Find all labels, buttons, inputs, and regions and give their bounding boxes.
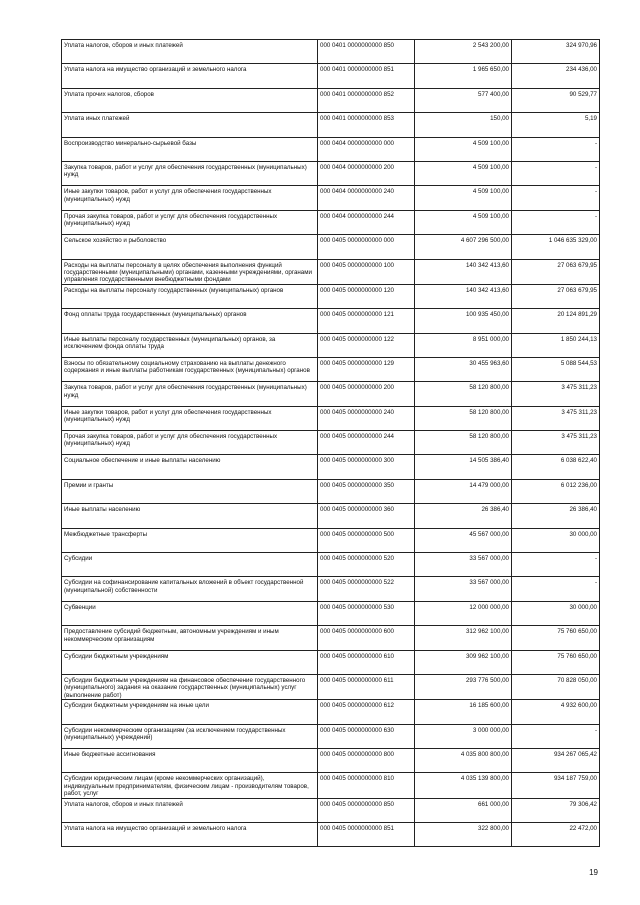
row-plan-amount: 4 509 100,00: [415, 161, 512, 185]
row-name: Расходы на выплаты персоналу в целях обеспечения выполнения функций государственными (муниципальными) органами, казенными учреждениями, органами управления государственными внебюджетными фондами: [62, 259, 318, 284]
row-code: 000 0404 0000000000 000: [318, 137, 415, 161]
table-row: [62, 553, 600, 577]
row-actual-amount: 5 088 544,53: [512, 357, 600, 381]
row-name: Иные выплаты персоналу государственных (муниципальных) органов, за исключением фонда оплаты труда: [62, 333, 318, 357]
row-actual-amount: 3 475 311,23: [512, 382, 600, 406]
row-plan-amount: 150,00: [415, 113, 512, 137]
row-actual-amount: 934 267 065,42: [512, 748, 600, 772]
table-row: [62, 382, 600, 406]
row-code: 000 0405 0000000000 360: [318, 504, 415, 528]
table-row: [62, 798, 600, 822]
row-code: 000 0405 0000000000 600: [318, 626, 415, 650]
row-code: 000 0405 0000000000 122: [318, 333, 415, 357]
row-plan-amount: 661 000,00: [415, 798, 512, 822]
row-name: Сельское хозяйство и рыболовство: [62, 235, 318, 259]
table-row: [62, 528, 600, 552]
row-code: 000 0405 0000000000 300: [318, 455, 415, 479]
row-plan-amount: 3 000 000,00: [415, 724, 512, 748]
row-name: Субсидии: [62, 553, 318, 577]
row-actual-amount: 3 475 311,23: [512, 431, 600, 455]
table-row: [62, 137, 600, 161]
table-row: [62, 724, 600, 748]
table-row: [62, 822, 600, 846]
row-name: Субсидии бюджетным учреждениям на иные цели: [62, 700, 318, 724]
table-row: [62, 235, 600, 259]
row-name: Иные бюджетные ассигнования: [62, 748, 318, 772]
table-row: [62, 210, 600, 234]
row-actual-amount: 20 124 891,29: [512, 309, 600, 333]
row-code: 000 0405 0000000000 530: [318, 601, 415, 625]
row-plan-amount: 312 962 100,00: [415, 626, 512, 650]
row-code: 000 0405 0000000000 800: [318, 748, 415, 772]
table-row: [62, 406, 600, 430]
row-name: Уплата прочих налогов, сборов: [62, 88, 318, 112]
row-name: Уплата налогов, сборов и иных платежей: [62, 40, 318, 64]
row-actual-amount: 6 012 236,00: [512, 479, 600, 503]
row-name: Закупка товаров, работ и услуг для обеспечения государственных (муниципальных) нужд: [62, 161, 318, 185]
row-plan-amount: 58 120 800,00: [415, 431, 512, 455]
row-plan-amount: 26 386,40: [415, 504, 512, 528]
row-code: 000 0405 0000000000 200: [318, 382, 415, 406]
row-code: 000 0404 0000000000 240: [318, 186, 415, 210]
row-code: 000 0404 0000000000 244: [318, 210, 415, 234]
table-row: [62, 333, 600, 357]
row-plan-amount: 16 185 600,00: [415, 700, 512, 724]
row-name: Социальное обеспечение и иные выплаты населению: [62, 455, 318, 479]
row-plan-amount: 4 035 800 800,00: [415, 748, 512, 772]
row-name: Иные закупки товаров, работ и услуг для обеспечения государственных (муниципальных) нужд: [62, 186, 318, 210]
table-row: [62, 357, 600, 381]
row-actual-amount: 4 932 600,00: [512, 700, 600, 724]
row-actual-amount: -: [512, 161, 600, 185]
row-code: 000 0405 0000000000 850: [318, 798, 415, 822]
row-name: Закупка товаров, работ и услуг для обеспечения государственных (муниципальных) нужд: [62, 382, 318, 406]
row-plan-amount: 309 962 100,00: [415, 650, 512, 674]
row-actual-amount: 1 850 244,13: [512, 333, 600, 357]
row-name: Субсидии бюджетным учреждениям на финансовое обеспечение государственного (муниципального) задания на оказание государственных (муниципальных) услуг (выполнение работ): [62, 674, 318, 699]
row-plan-amount: 4 509 100,00: [415, 137, 512, 161]
row-name: Иные выплаты населению: [62, 504, 318, 528]
row-actual-amount: 234 436,00: [512, 64, 600, 88]
row-actual-amount: 22 472,00: [512, 822, 600, 846]
table-row: [62, 748, 600, 772]
table-row: [62, 40, 600, 64]
row-code: 000 0405 0000000000 520: [318, 553, 415, 577]
row-actual-amount: 6 038 622,40: [512, 455, 600, 479]
row-code: 000 0405 0000000000 522: [318, 577, 415, 601]
table-row: [62, 650, 600, 674]
row-name: Расходы на выплаты персоналу государственных (муниципальных) органов: [62, 284, 318, 308]
row-actual-amount: 90 529,77: [512, 88, 600, 112]
table-row: [62, 309, 600, 333]
row-plan-amount: 58 120 800,00: [415, 406, 512, 430]
row-plan-amount: 4 035 139 800,00: [415, 773, 512, 798]
row-code: 000 0405 0000000000 000: [318, 235, 415, 259]
row-plan-amount: 58 120 800,00: [415, 382, 512, 406]
row-code: 000 0405 0000000000 121: [318, 309, 415, 333]
row-code: 000 0405 0000000000 612: [318, 700, 415, 724]
table-row: [62, 64, 600, 88]
row-actual-amount: -: [512, 577, 600, 601]
row-code: 000 0404 0000000000 200: [318, 161, 415, 185]
row-name: Премии и гранты: [62, 479, 318, 503]
row-actual-amount: -: [512, 137, 600, 161]
row-code: 000 0405 0000000000 100: [318, 259, 415, 284]
table-row: [62, 626, 600, 650]
row-actual-amount: -: [512, 553, 600, 577]
row-name: Воспроизводство минерально-сырьевой базы: [62, 137, 318, 161]
row-name: Субсидии на софинансирование капитальных вложений в объект государственной (муниципальной) собственности: [62, 577, 318, 601]
table-row: [62, 504, 600, 528]
row-actual-amount: -: [512, 210, 600, 234]
table-row: [62, 455, 600, 479]
row-code: 000 0401 0000000000 852: [318, 88, 415, 112]
budget-execution-table: [61, 39, 600, 847]
row-code: 000 0405 0000000000 630: [318, 724, 415, 748]
table-row: [62, 773, 600, 798]
row-actual-amount: 5,19: [512, 113, 600, 137]
row-name: Взносы по обязательному социальному страхованию на выплаты денежного содержания и иные выплаты работникам государственных (муниципальных) органов: [62, 357, 318, 381]
row-name: Предоставление субсидий бюджетным, автономным учреждениям и иным некоммерческим организациям: [62, 626, 318, 650]
row-name: Субвенции: [62, 601, 318, 625]
row-name: Иные закупки товаров, работ и услуг для обеспечения государственных (муниципальных) нужд: [62, 406, 318, 430]
row-actual-amount: 26 386,40: [512, 504, 600, 528]
row-plan-amount: 45 567 000,00: [415, 528, 512, 552]
row-code: 000 0405 0000000000 240: [318, 406, 415, 430]
row-actual-amount: 27 063 679,95: [512, 284, 600, 308]
row-code: 000 0405 0000000000 611: [318, 674, 415, 699]
row-plan-amount: 577 400,00: [415, 88, 512, 112]
row-name: Уплата налогов, сборов и иных платежей: [62, 798, 318, 822]
page-number: 19: [589, 868, 598, 877]
row-plan-amount: 1 965 650,00: [415, 64, 512, 88]
row-name: Субсидии некоммерческим организациям (за исключением государственных (муниципальных) учреждений): [62, 724, 318, 748]
table-body: [62, 40, 600, 847]
row-actual-amount: -: [512, 186, 600, 210]
row-name: Уплата налога на имущество организаций и земельного налога: [62, 64, 318, 88]
row-actual-amount: 70 828 050,00: [512, 674, 600, 699]
table-row: [62, 577, 600, 601]
row-name: Уплата иных платежей: [62, 113, 318, 137]
table-row: [62, 186, 600, 210]
row-name: Межбюджетные трансферты: [62, 528, 318, 552]
table-row: [62, 259, 600, 284]
row-plan-amount: 293 776 500,00: [415, 674, 512, 699]
table-row: [62, 674, 600, 699]
row-plan-amount: 4 607 296 500,00: [415, 235, 512, 259]
row-code: 000 0401 0000000000 850: [318, 40, 415, 64]
row-name: Субсидии бюджетным учреждениям: [62, 650, 318, 674]
table-row: [62, 479, 600, 503]
table-row: [62, 113, 600, 137]
row-actual-amount: 75 760 650,00: [512, 650, 600, 674]
table-row: [62, 284, 600, 308]
row-plan-amount: 30 455 963,60: [415, 357, 512, 381]
row-plan-amount: 14 479 000,00: [415, 479, 512, 503]
row-plan-amount: 140 342 413,60: [415, 284, 512, 308]
row-plan-amount: 2 543 200,00: [415, 40, 512, 64]
row-code: 000 0405 0000000000 851: [318, 822, 415, 846]
row-actual-amount: 30 000,00: [512, 601, 600, 625]
row-plan-amount: 140 342 413,60: [415, 259, 512, 284]
row-plan-amount: 12 000 000,00: [415, 601, 512, 625]
row-name: Уплата налога на имущество организаций и земельного налога: [62, 822, 318, 846]
row-code: 000 0405 0000000000 244: [318, 431, 415, 455]
row-plan-amount: 33 567 000,00: [415, 577, 512, 601]
row-code: 000 0405 0000000000 350: [318, 479, 415, 503]
row-code: 000 0401 0000000000 853: [318, 113, 415, 137]
row-plan-amount: 14 505 386,40: [415, 455, 512, 479]
row-actual-amount: 1 046 635 329,00: [512, 235, 600, 259]
table-row: [62, 161, 600, 185]
row-code: 000 0405 0000000000 129: [318, 357, 415, 381]
row-name: Субсидии юридическим лицам (кроме некоммерческих организаций), индивидуальным предпринимателям, физическим лицам - производителям товаров, работ, услуг: [62, 773, 318, 798]
row-plan-amount: 100 935 450,00: [415, 309, 512, 333]
row-plan-amount: 322 800,00: [415, 822, 512, 846]
row-plan-amount: 4 509 100,00: [415, 210, 512, 234]
row-code: 000 0401 0000000000 851: [318, 64, 415, 88]
row-actual-amount: 3 475 311,23: [512, 406, 600, 430]
row-code: 000 0405 0000000000 500: [318, 528, 415, 552]
table-row: [62, 88, 600, 112]
row-actual-amount: 75 760 650,00: [512, 626, 600, 650]
row-plan-amount: 4 509 100,00: [415, 186, 512, 210]
row-code: 000 0405 0000000000 120: [318, 284, 415, 308]
row-name: Прочая закупка товаров, работ и услуг для обеспечения государственных (муниципальных) нужд: [62, 210, 318, 234]
row-code: 000 0405 0000000000 610: [318, 650, 415, 674]
row-actual-amount: 27 063 679,95: [512, 259, 600, 284]
table-row: [62, 431, 600, 455]
row-name: Прочая закупка товаров, работ и услуг для обеспечения государственных (муниципальных) нужд: [62, 431, 318, 455]
table-row: [62, 601, 600, 625]
row-code: 000 0405 0000000000 810: [318, 773, 415, 798]
row-actual-amount: -: [512, 724, 600, 748]
row-actual-amount: 324 970,96: [512, 40, 600, 64]
row-actual-amount: 79 306,42: [512, 798, 600, 822]
row-plan-amount: 8 951 000,00: [415, 333, 512, 357]
row-actual-amount: 30 000,00: [512, 528, 600, 552]
row-actual-amount: 934 187 759,00: [512, 773, 600, 798]
row-name: Фонд оплаты труда государственных (муниципальных) органов: [62, 309, 318, 333]
row-plan-amount: 33 567 000,00: [415, 553, 512, 577]
table-row: [62, 700, 600, 724]
